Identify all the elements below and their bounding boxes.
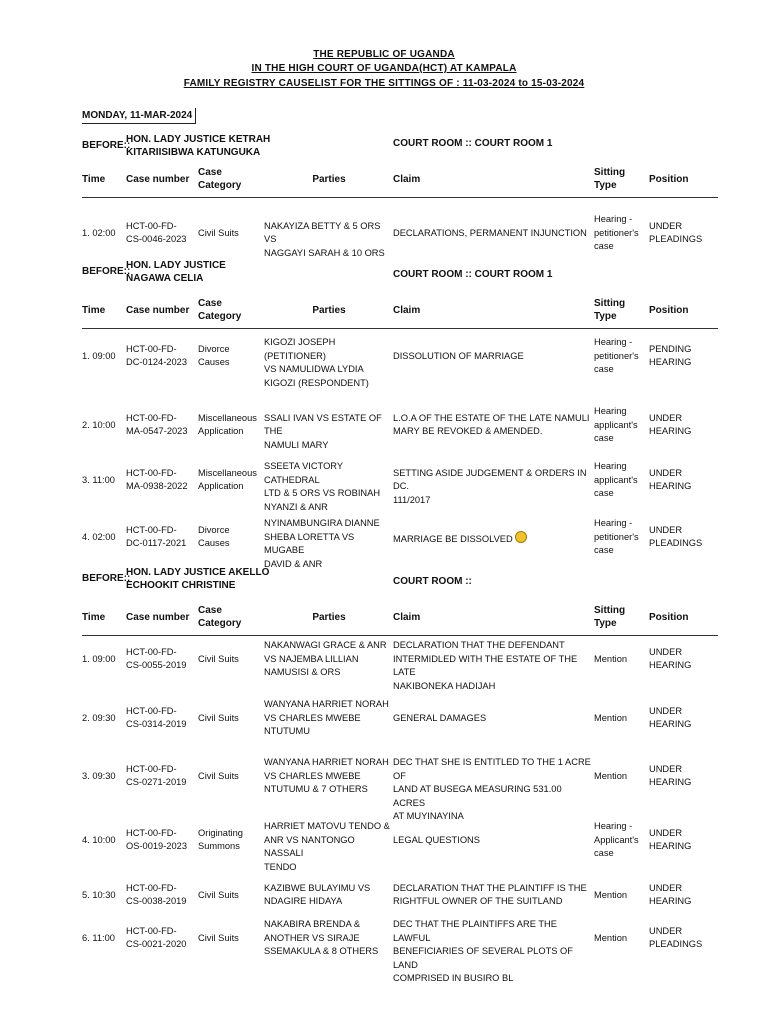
cell-category: Civil Suits	[198, 653, 239, 664]
cell-parties: SSEETA VICTORY CATHEDRAL LTD & 5 ORS VS ROBINAH NYANZI & ANR	[264, 461, 381, 512]
column-header-position: Position	[649, 612, 689, 623]
judge-name: HON. LADY JUSTICE AKELLO ECHOOKIT CHRISTINE	[126, 567, 270, 591]
column-header-sitting-type: Sitting Type	[594, 298, 626, 322]
column-header-parties: Parties	[312, 305, 346, 316]
cell-category: Miscellaneous Application	[198, 467, 257, 492]
judge-block	[82, 566, 342, 594]
header-divider	[82, 635, 718, 636]
column-header-time: Time	[82, 305, 106, 316]
cell-time: 3. 11:00	[82, 474, 115, 485]
header-divider	[82, 197, 718, 198]
cell-time: 1. 02:00	[82, 227, 116, 238]
cell-case: HCT-00-FD- CS-0021-2020	[126, 925, 187, 950]
cell-case: HCT-00-FD- CS-0271-2019	[126, 763, 187, 788]
cell-case: HCT-00-FD- CS-0314-2019	[126, 705, 187, 730]
cell-position: UNDER PLEADINGS	[649, 220, 703, 245]
header-court: IN THE HIGH COURT OF UGANDA(HCT) AT KAMPALA	[251, 63, 517, 74]
column-header-sitting-type: Sitting Type	[594, 605, 626, 629]
cell-time: 4. 10:00	[82, 834, 116, 845]
cell-parties: WANYANA HARRIET NORAH VS CHARLES MWEBE NTUTUMU & 7 OTHERS	[264, 757, 389, 794]
cell-category: Civil Suits	[198, 227, 239, 238]
cell-sitting: Mention	[594, 712, 628, 723]
cell-parties: KIGOZI JOSEPH (PETITIONER) VS NAMULIDWA LYDIA KIGOZI (RESPONDENT)	[264, 337, 369, 388]
column-header-claim: Claim	[393, 305, 421, 316]
before-label: BEFORE::	[82, 266, 131, 277]
court-room: COURT ROOM ::	[393, 576, 472, 587]
column-header-position: Position	[649, 174, 689, 185]
cell-claim: SETTING ASIDE JUDGEMENT & ORDERS IN DC. 111/2017	[393, 467, 587, 505]
cell-case: HCT-00-FD- DC-0117-2021	[126, 524, 187, 549]
cell-category: Miscellaneous Application	[198, 412, 257, 437]
column-header-parties: Parties	[312, 612, 346, 623]
cell-category: Divorce Causes	[198, 343, 230, 368]
court-room: COURT ROOM :: COURT ROOM 1	[393, 138, 553, 149]
column-header-case-category: Case Category	[198, 605, 242, 629]
cell-time: 6. 11:00	[82, 932, 115, 943]
cell-claim: MARRIAGE BE DISSOLVED	[393, 531, 593, 547]
cell-sitting: Hearing - petitioner's case	[594, 214, 639, 251]
cell-category: Civil Suits	[198, 889, 239, 900]
cell-time: 2. 09:30	[82, 712, 116, 723]
column-header-case-number: Case number	[126, 174, 190, 185]
cell-position: UNDER HEARING	[649, 705, 692, 730]
cell-parties: NAKABIRA BRENDA & ANOTHER VS SIRAJE SSEMAKULA & 8 OTHERS	[264, 919, 379, 956]
before-label: BEFORE::	[82, 140, 131, 151]
cell-case: HCT-00-FD- OS-0019-2023	[126, 827, 187, 852]
column-header-time: Time	[82, 612, 106, 623]
cell-position: UNDER HEARING	[649, 646, 692, 671]
cell-sitting: Mention	[594, 889, 628, 900]
cell-claim: DECLARATIONS, PERMANENT INJUNCTION	[393, 227, 587, 238]
before-label: BEFORE::	[82, 573, 131, 584]
cell-time: 1. 09:00	[82, 653, 116, 664]
cell-sitting: Hearing applicant's case	[594, 406, 638, 443]
cell-case: HCT-00-FD- MA-0547-2023	[126, 412, 188, 437]
cell-claim: DEC THAT SHE IS ENTITLED TO THE 1 ACRE OF LAND AT BUSEGA MEASURING 531.00 ACRES AT MUYINAYINA	[393, 757, 591, 821]
day-label: MONDAY, 11-MAR-2024	[82, 108, 196, 124]
header-republic: THE REPUBLIC OF UGANDA	[313, 49, 455, 60]
cell-parties: NAKAYIZA BETTY & 5 ORS VS NAGGAYI SARAH & 10 ORS	[264, 220, 385, 258]
column-header-time: Time	[82, 174, 106, 185]
judge-block	[82, 259, 342, 287]
cell-parties: SSALI IVAN VS ESTATE OF THE NAMULI MARY	[264, 412, 382, 450]
cell-category: Civil Suits	[198, 932, 239, 943]
cell-sitting: Hearing - petitioner's case	[594, 337, 639, 374]
column-header-sitting-type: Sitting Type	[594, 167, 626, 191]
cell-parties: KAZIBWE BULAYIMU VS NDAGIRE HIDAYA	[264, 882, 371, 907]
cell-sitting: Hearing - petitioner's case	[594, 518, 639, 555]
cell-parties: NAKANWAGI GRACE & ANR VS NAJEMBA LILLIAN NAMUSISI & ORS	[264, 640, 387, 677]
court-room: COURT ROOM :: COURT ROOM 1	[393, 269, 553, 280]
cell-position: UNDER HEARING	[649, 412, 692, 437]
cell-time: 2. 10:00	[82, 419, 116, 430]
column-header-position: Position	[649, 305, 689, 316]
cell-time: 5. 10:30	[82, 889, 116, 900]
cell-parties: NYINAMBUNGIRA DIANNE SHEBA LORETTA VS MUGABE DAVID & ANR	[264, 518, 380, 569]
header-causelist-title: FAMILY REGISTRY CAUSELIST FOR THE SITTINGS OF : 11-03-2024 to 15-03-2024	[183, 78, 585, 89]
cell-position: UNDER PLEADINGS	[649, 925, 703, 950]
cell-position: UNDER HEARING	[649, 467, 692, 492]
cell-sitting: Hearing - Applicant's case	[594, 821, 639, 858]
cell-claim: DECLARATION THAT THE DEFENDANT INTERMIDLED WITH THE ESTATE OF THE LATE NAKIBONEKA HADIJAH	[393, 640, 578, 691]
emoji-icon	[515, 531, 527, 543]
cell-claim: GENERAL DAMAGES	[393, 712, 487, 723]
cell-position: PENDING HEARING	[649, 343, 692, 368]
cell-claim: DECLARATION THAT THE PLAINTIFF IS THE RIGHTFUL OWNER OF THE SUITLAND	[393, 882, 587, 907]
cell-category: Civil Suits	[198, 770, 239, 781]
cell-sitting: Hearing applicant's case	[594, 461, 638, 498]
cell-case: HCT-00-FD- DC-0124-2023	[126, 343, 187, 368]
cell-parties: WANYANA HARRIET NORAH VS CHARLES MWEBE NTUTUMU	[264, 699, 389, 736]
cell-sitting: Mention	[594, 932, 628, 943]
cell-position: UNDER HEARING	[649, 882, 692, 907]
cell-case: HCT-00-FD- MA-0938-2022	[126, 467, 188, 492]
cell-case: HCT-00-FD- CS-0046-2023	[126, 220, 187, 245]
judge-block	[82, 133, 342, 161]
cell-claim: L.O.A OF THE ESTATE OF THE LATE NAMULI MARY BE REVOKED & AMENDED.	[393, 412, 590, 437]
judge-name: HON. LADY JUSTICE KETRAH KITARIISIBWA KATUNGUKA	[126, 134, 271, 158]
cell-sitting: Mention	[594, 770, 628, 781]
cell-time: 4. 02:00	[82, 531, 116, 542]
cell-case: HCT-00-FD- CS-0038-2019	[126, 882, 187, 907]
cell-parties: HARRIET MATOVU TENDO & ANR VS NANTONGO NASSALI TENDO	[264, 821, 390, 872]
judge-name: HON. LADY JUSTICE NAGAWA CELIA	[126, 260, 226, 284]
cell-category: Divorce Causes	[198, 524, 230, 549]
cell-claim: DEC THAT THE PLAINTIFFS ARE THE LAWFUL BENEFICIARIES OF SEVERAL PLOTS OF LAND COMPRISED IN BUSIRO BL	[393, 919, 573, 983]
column-header-claim: Claim	[393, 612, 421, 623]
cell-time: 3. 09:30	[82, 770, 116, 781]
column-header-case-number: Case number	[126, 612, 190, 623]
column-header-case-category: Case Category	[198, 167, 242, 191]
cell-position: UNDER HEARING	[649, 827, 692, 852]
cell-position: UNDER PLEADINGS	[649, 524, 703, 549]
cell-claim: DISSOLUTION OF MARRIAGE	[393, 350, 524, 361]
column-header-case-category: Case Category	[198, 298, 242, 322]
cell-category: Originating Summons	[198, 827, 243, 852]
cell-case: HCT-00-FD- CS-0055-2019	[126, 646, 187, 671]
cell-time: 1. 09:00	[82, 350, 116, 361]
header-divider	[82, 328, 718, 329]
column-header-case-number: Case number	[126, 305, 190, 316]
column-header-claim: Claim	[393, 174, 421, 185]
cell-position: UNDER HEARING	[649, 763, 692, 788]
cell-category: Civil Suits	[198, 712, 239, 723]
cell-sitting: Mention	[594, 653, 628, 664]
column-header-parties: Parties	[312, 174, 346, 185]
cell-claim: LEGAL QUESTIONS	[393, 834, 480, 845]
